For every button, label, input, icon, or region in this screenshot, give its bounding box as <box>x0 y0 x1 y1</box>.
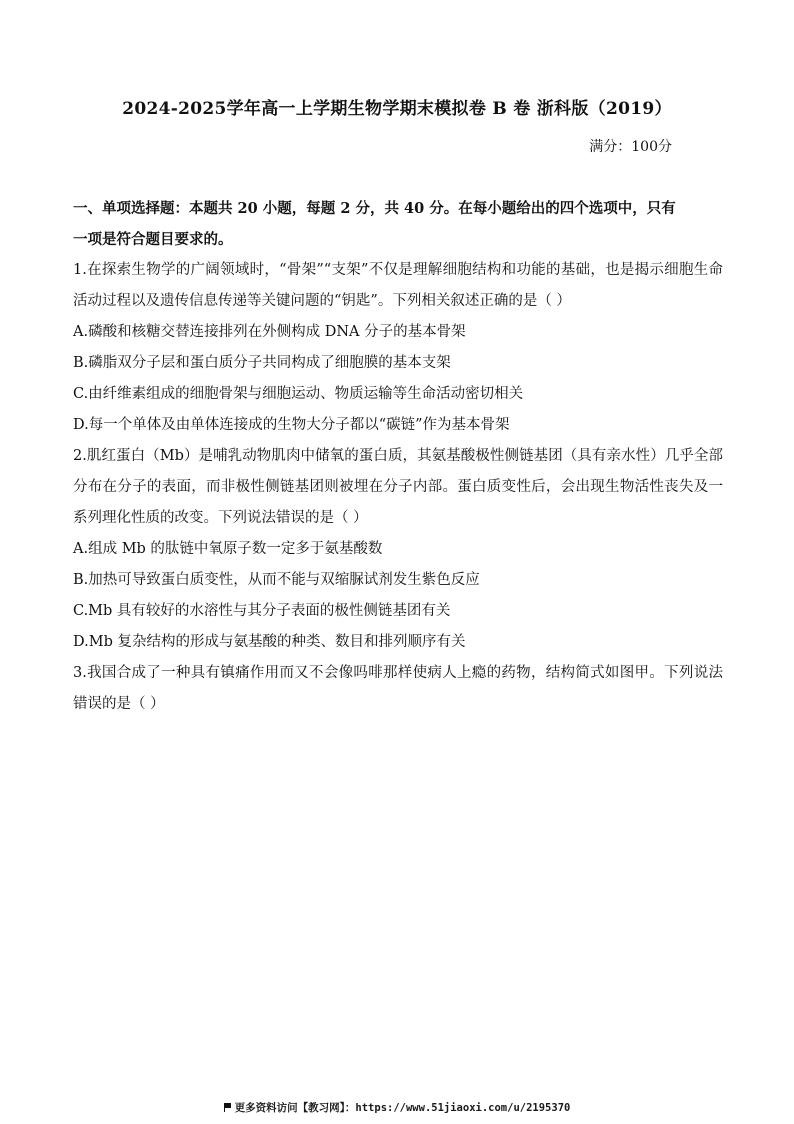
full-score-label: 满分：100分 <box>589 139 672 155</box>
exam-title: 2024-2025学年高一上学期生物学期末模拟卷 B 卷 浙科版（2019） <box>122 99 672 119</box>
footer-link[interactable] <box>0 1100 794 1115</box>
question-1-option-d: D.每一个单体及由单体连接成的生物大分子都以“碳链”作为基本骨架 <box>73 417 510 433</box>
exam-body <box>73 193 723 720</box>
footer-text: 更多资料访问【教习网】：https://www.51jiaoxi.com/u/2195370 <box>234 1102 571 1114</box>
question-2-option-c: C.Mb 具有较好的水溶性与其分子表面的极性侧链基团有关 <box>73 603 451 619</box>
question-2-stem: 2.肌红蛋白（Mb）是哺乳动物肌肉中储氧的蛋白质，其氨基酸极性侧链基团（具有亲水性）几乎全部分布在分子的表面，而非极性侧链基团则被埋在分子内部。蛋白质变性后，会出现生物活性丧失及一系列理化性质的改变。下列说法错误的是（ ） <box>73 448 723 526</box>
section-heading-line1: 一、单项选择题：本题共 20 小题，每题 2 分，共 40 分。在每小题给出的四个选项中，只有 <box>73 200 676 217</box>
question-3-stem: 3.我国合成了一种具有镇痛作用而又不会像吗啡那样使病人上瘾的药物，结构简式如图甲。下列说法错误的是（ ） <box>73 665 723 712</box>
question-2-option-d: D.Mb 复杂结构的形成与氨基酸的种类、数目和排列顺序有关 <box>73 634 466 650</box>
question-2-option-a: A.组成 Mb 的肽链中氧原子数一定多于氨基酸数 <box>73 541 383 557</box>
question-1-option-b: B.磷脂双分子层和蛋白质分子共同构成了细胞膜的基本支架 <box>73 355 451 371</box>
section-heading <box>73 193 723 255</box>
question-1-option-c: C.由纤维素组成的细胞骨架与细胞运动、物质运输等生命活动密切相关 <box>73 386 524 402</box>
question-2-option-b: B.加热可导致蛋白质变性，从而不能与双缩脲试剂发生紫色反应 <box>73 572 480 588</box>
section-heading-line2: 一项是符合题目要求的。 <box>73 231 233 248</box>
question-1-stem: 1.在探索生物学的广阔领域时，“骨架”“支架”不仅是理解细胞结构和功能的基础，也是揭示细胞生命活动过程以及遗传信息传递等关键问题的“钥匙”。下列相关叙述正确的是（ ） <box>73 262 723 309</box>
question-1-option-a: A.磷酸和核糖交替连接排列在外侧构成 DNA 分子的基本骨架 <box>73 324 466 340</box>
flag-icon <box>224 1103 232 1112</box>
